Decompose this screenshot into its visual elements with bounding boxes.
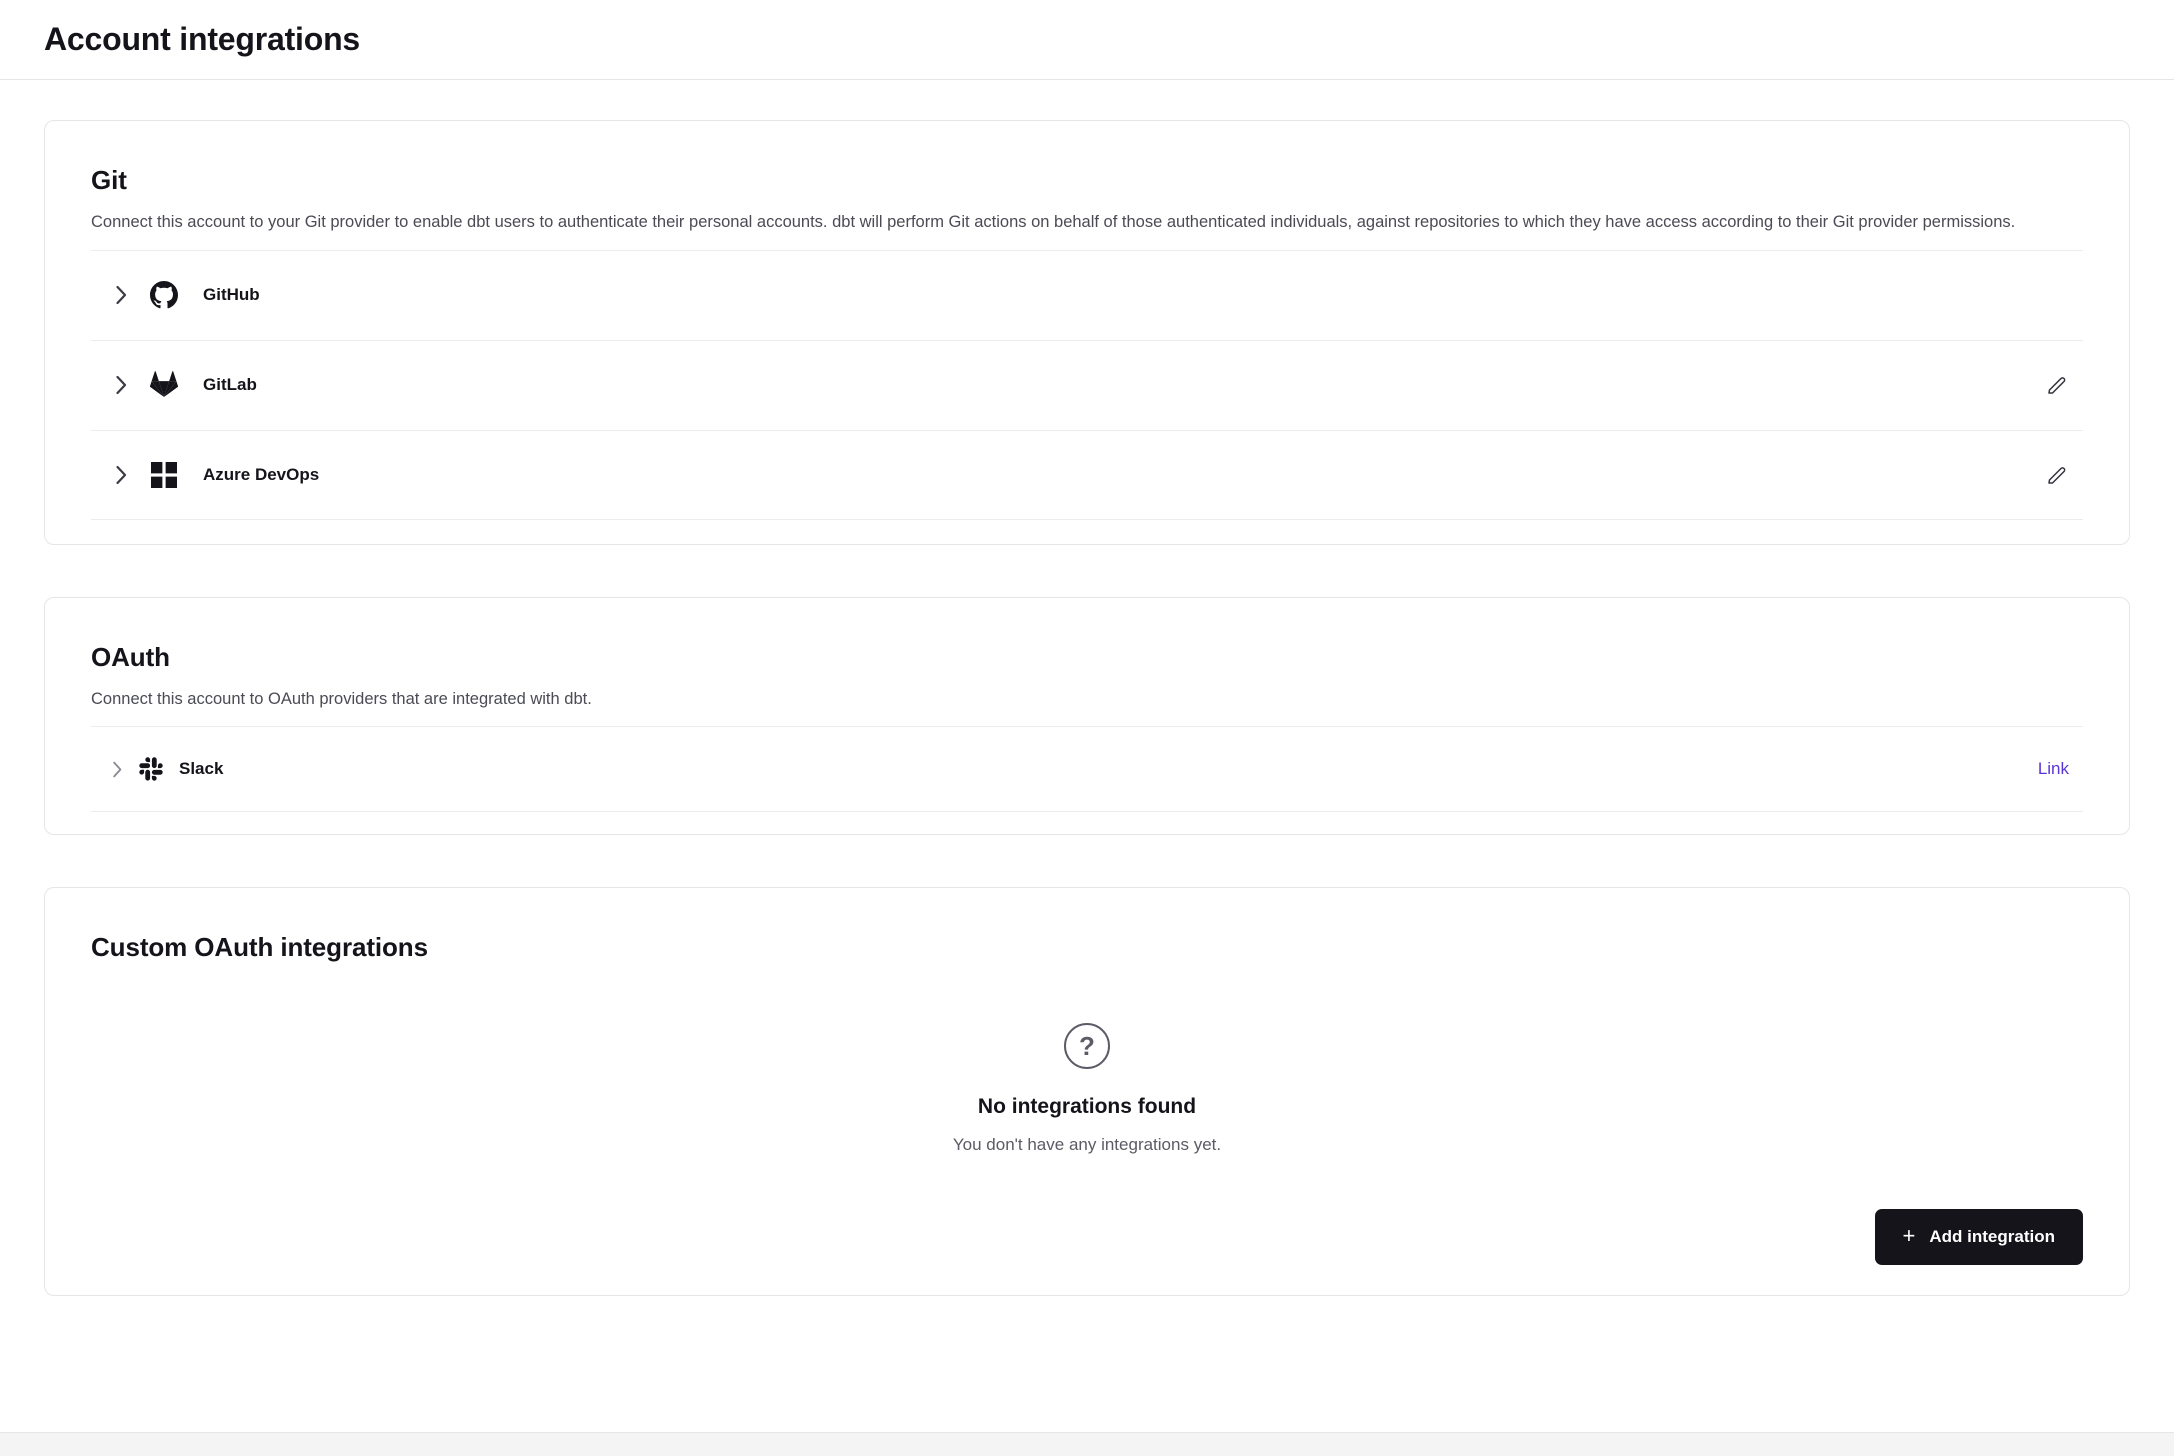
chevron-right-icon[interactable]	[99, 375, 143, 395]
edit-pencil-icon[interactable]	[2039, 367, 2075, 403]
oauth-provider-list	[91, 726, 2083, 812]
oauth-section-title: OAuth	[91, 641, 170, 672]
page-content	[0, 80, 2174, 1296]
integration-label: GitHub	[203, 285, 260, 305]
question-circle-icon: ?	[1064, 1023, 1110, 1069]
page-title: Account integrations	[44, 21, 361, 57]
integration-label: Azure DevOps	[203, 464, 320, 484]
empty-state-title: No integrations found	[977, 1095, 1197, 1119]
github-icon	[143, 281, 185, 309]
plus-icon: +	[1902, 1223, 1916, 1249]
edit-pencil-icon[interactable]	[2039, 457, 2075, 493]
oauth-section-description: Connect this account to OAuth providers that are integrated with dbt.	[91, 689, 592, 708]
card-actions	[91, 1209, 2083, 1265]
bottom-strip	[0, 1432, 2174, 1456]
chevron-right-icon[interactable]	[99, 761, 135, 778]
chevron-right-icon[interactable]	[99, 285, 143, 305]
integration-row-slack[interactable]	[91, 726, 2083, 812]
git-integrations-card	[44, 120, 2130, 545]
add-integration-label: Add integration	[1929, 1227, 2055, 1247]
integration-row-github[interactable]	[91, 250, 2083, 340]
azure-devops-icon	[143, 462, 185, 488]
git-section-description: Connect this account to your Git provider to enable dbt users to authenticate their personal accounts. dbt will perform Git actions on behalf of those authenticated individuals, against repositories to which they have access according to their Git provider permissions.	[91, 213, 2016, 231]
integration-label: GitLab	[203, 375, 257, 395]
integration-row-gitlab[interactable]	[91, 340, 2083, 430]
git-section-title: Git	[91, 165, 127, 195]
custom-oauth-integrations-card	[44, 887, 2130, 1296]
page-header	[0, 0, 2174, 80]
git-provider-list	[91, 250, 2083, 520]
integration-label: Slack	[179, 759, 224, 779]
gitlab-icon	[143, 371, 185, 399]
slack-link-action[interactable]: Link	[2037, 759, 2069, 779]
chevron-right-icon[interactable]	[99, 465, 143, 485]
oauth-integrations-card	[44, 597, 2130, 836]
empty-state-subtitle: You don't have any integrations yet.	[952, 1135, 1222, 1155]
integration-row-azure-devops[interactable]	[91, 430, 2083, 520]
empty-state	[91, 977, 2083, 1173]
add-integration-button[interactable]	[1875, 1209, 2083, 1265]
slack-icon	[135, 757, 167, 781]
custom-oauth-section-title: Custom OAuth integrations	[91, 932, 428, 963]
